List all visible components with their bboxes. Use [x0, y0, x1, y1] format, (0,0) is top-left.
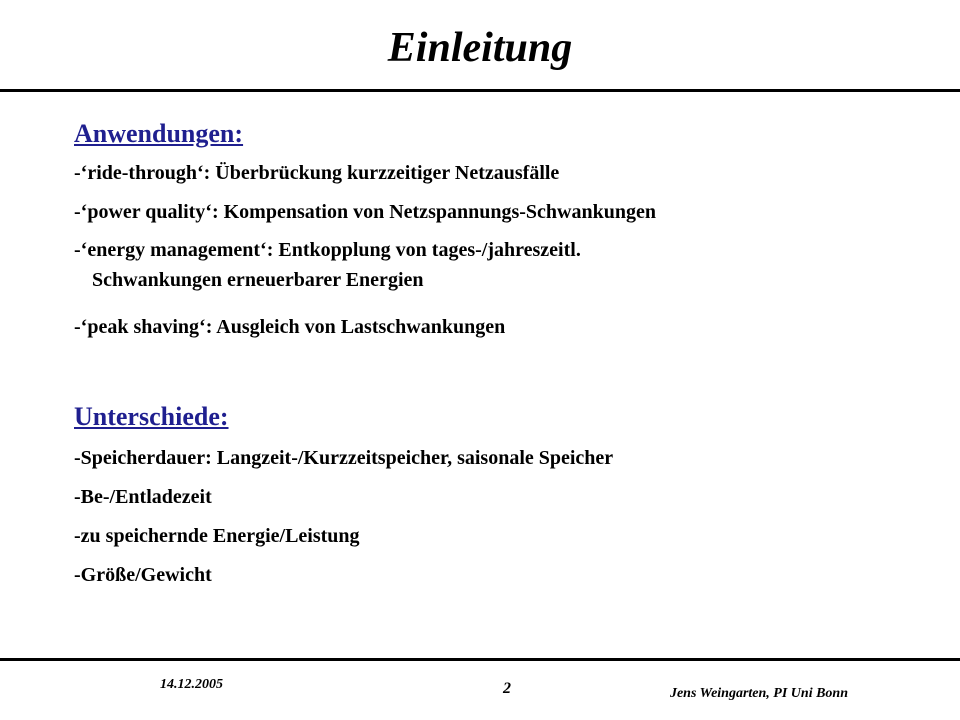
footer-date: 14.12.2005 [160, 677, 223, 692]
section-heading-anwendungen: Anwendungen: [74, 119, 244, 148]
section-heading-unterschiede: Unterschiede: [74, 402, 229, 431]
list-item: -‘peak shaving‘: Ausgleich von Lastschwankungen [74, 316, 506, 338]
footer-page-number: 2 [503, 680, 511, 697]
footer-author: Jens Weingarten, PI Uni Bonn [669, 686, 848, 701]
list-item-continuation: Schwankungen erneuerbarer Energien [92, 269, 424, 291]
list-item: -zu speichernde Energie/Leistung [74, 525, 360, 547]
footer-divider [0, 658, 960, 661]
list-item: -Größe/Gewicht [74, 564, 212, 586]
list-item: -‘power quality‘: Kompensation von Netzspannungs-Schwankungen [74, 201, 656, 223]
slide-title: Einleitung [387, 25, 573, 71]
list-item: -‘energy management‘: Entkopplung von tages-/jahreszeitl. [74, 239, 581, 261]
list-item: -‘ride-through‘: Überbrückung kurzzeitiger Netzausfälle [74, 162, 560, 184]
list-item: -Be-/Entladezeit [74, 486, 212, 508]
title-divider [0, 89, 960, 92]
list-item: -Speicherdauer: Langzeit-/Kurzzeitspeicher, saisonale Speicher [74, 447, 614, 469]
